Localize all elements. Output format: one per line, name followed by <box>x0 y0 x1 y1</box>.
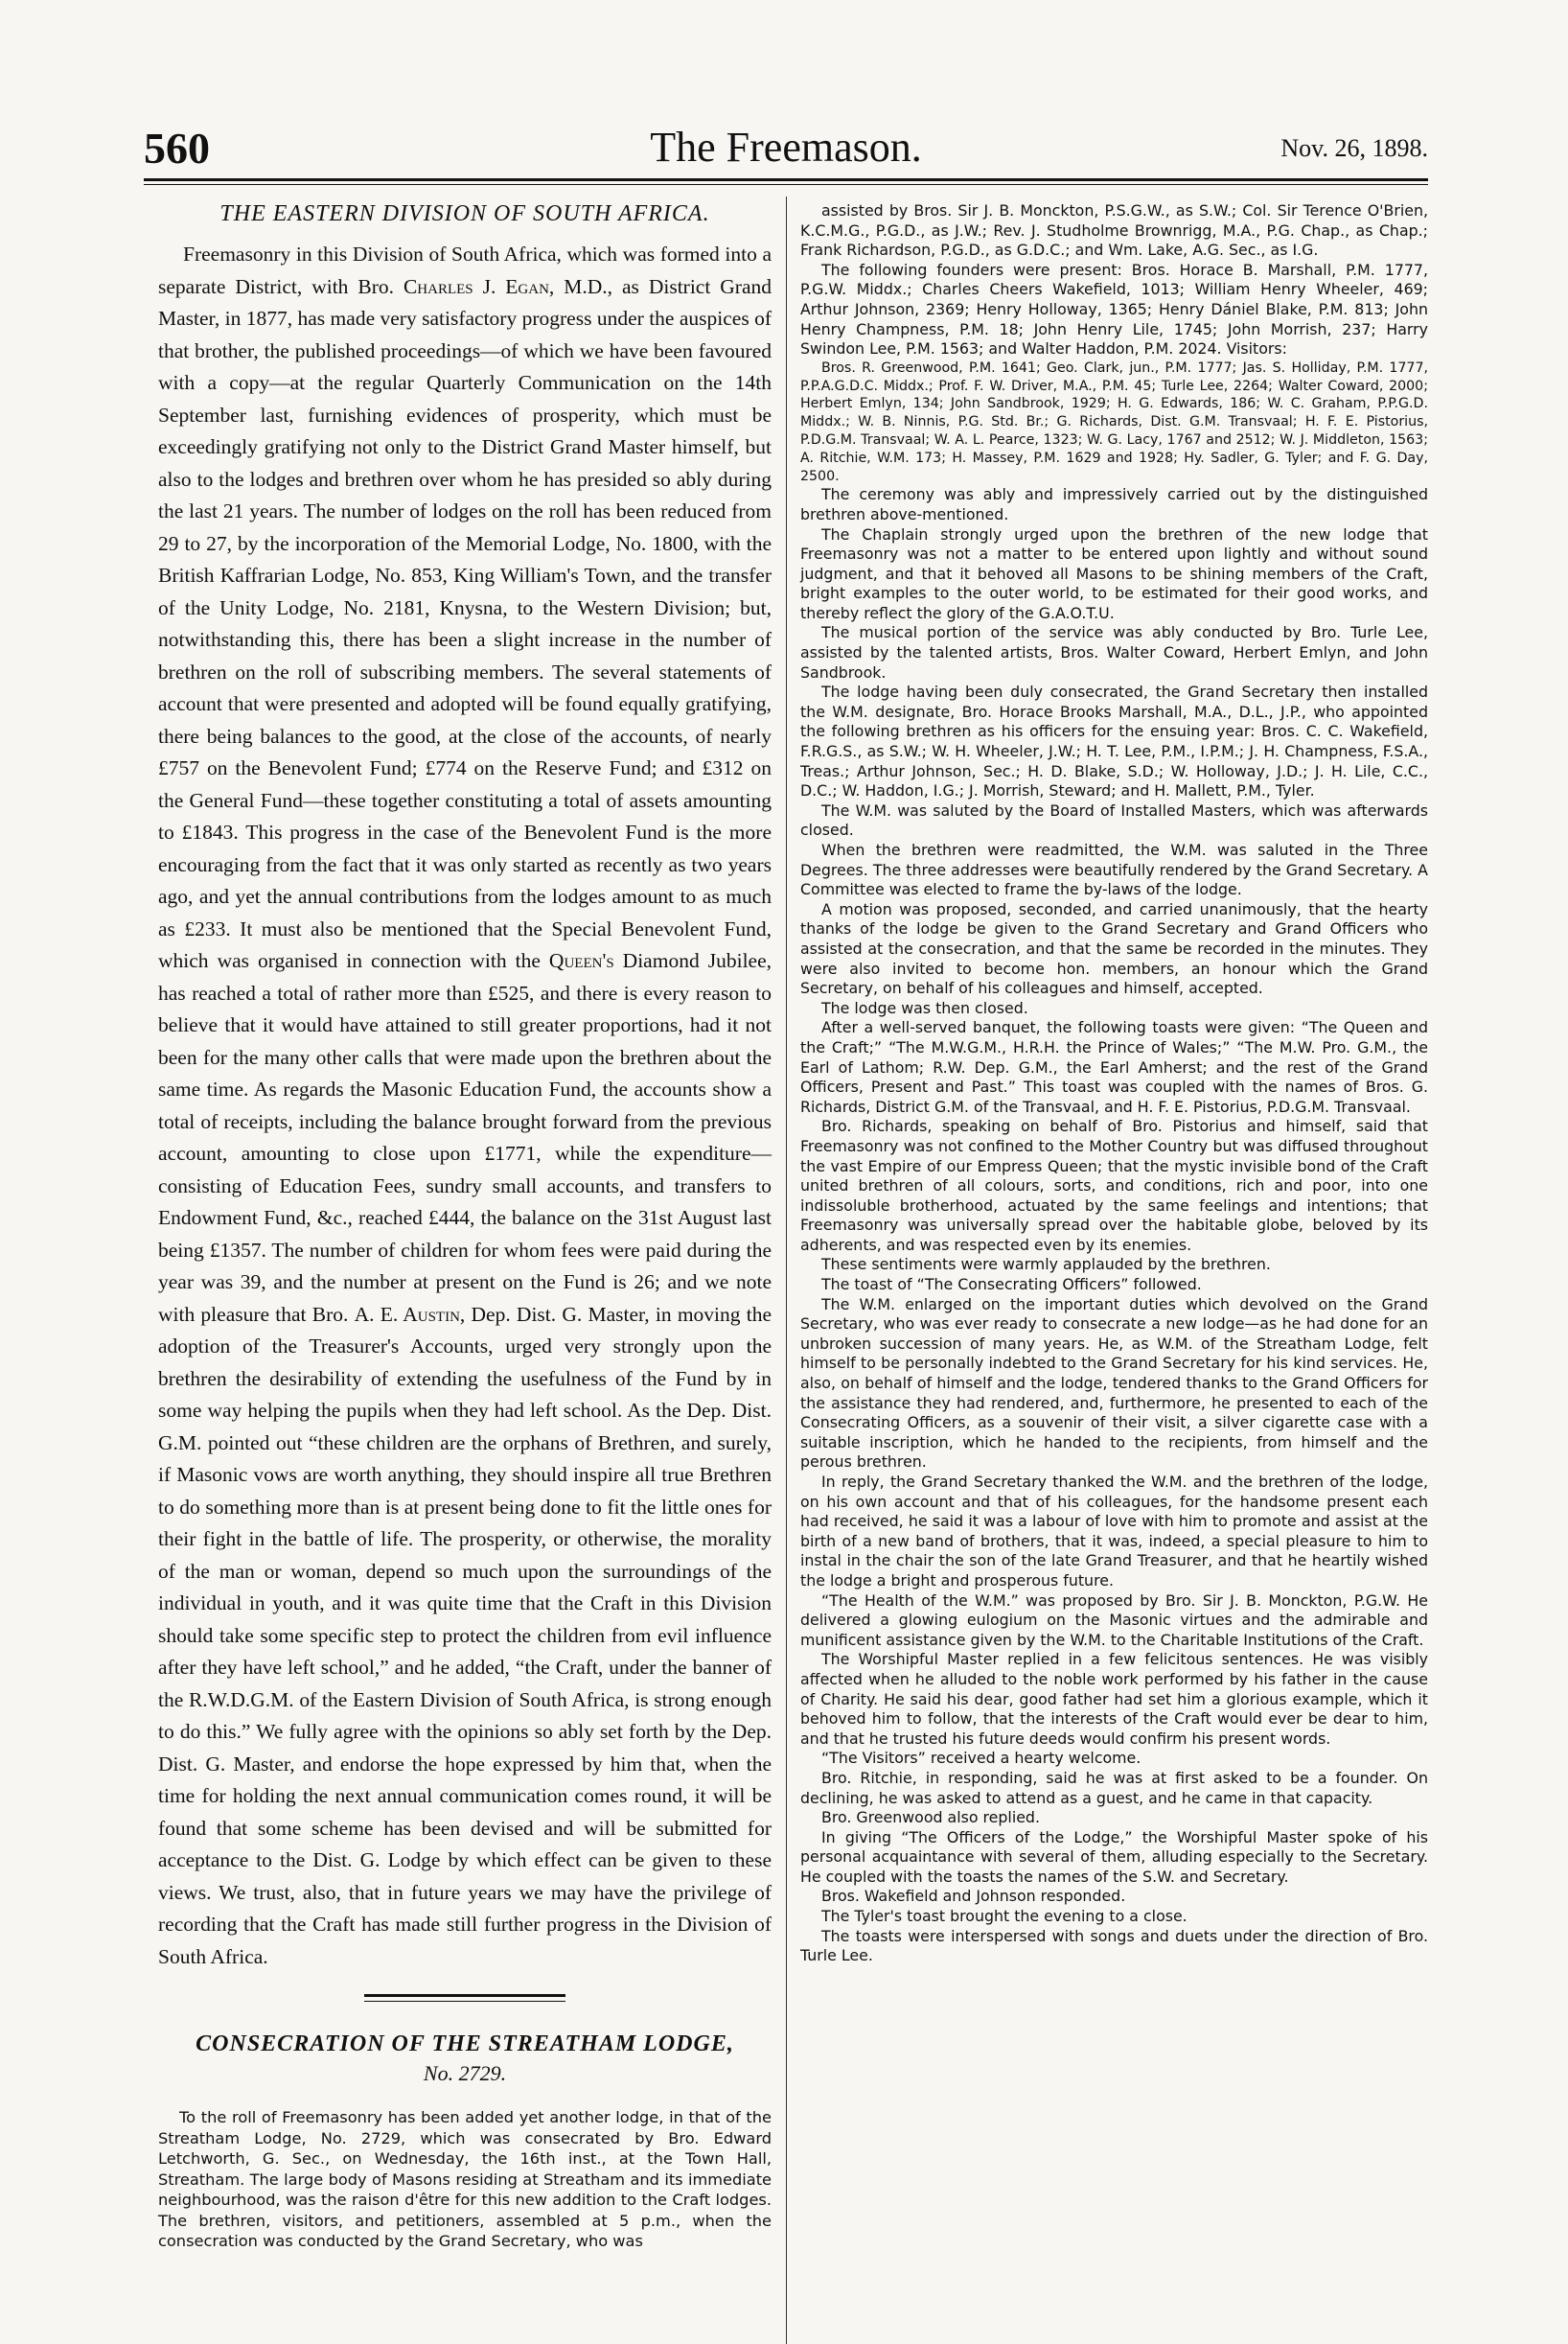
visitors-list <box>800 360 1428 486</box>
paragraph: Bros. R. Greenwood, P.M. 1641; Geo. Clark, jun., P.M. 1777; Jas. S. Holliday, P.M. 1777, P.P.A.G.D.C. Middx.; Prof. F. W. Driver, M.A., P.M. 45; Turle Lee, 2264; Walter Coward, 2000; Herbert Emlyn, 134; John Sandbrook, 1929; H. G. Edwards, 186; W. C. Graham, P.P.G.D. Middx.; W. B. Ninnis, P.G. Std. Br.; G. Richards, Dist. G.M. Transvaal; H. F. E. Pistorius, P.D.G.M. Transvaal; W. A. L. Pearce, 1323; W. G. Lacy, 1767 and 2512; W. J. Middleton, 1563; A. Ritchie, W.M. 173; H. Massey, P.M. 1629 and 1928; Hy. Sadler, G. Tyler; and F. G. Day, 2500. <box>800 360 1428 484</box>
newspaper-title: The Freemason. <box>650 124 922 171</box>
article-body-eastern-division <box>158 239 772 1973</box>
paragraph: To the roll of Freemasonry has been added yet another lodge, in that of the Streatham Lodge, No. 2729, which was consecrated by Bro. Edward Letchworth, G. Sec., on Wednesday, the 16th inst., at the Town Hall, Streatham. The large body of Masons residing at Streatham and its immediate neighbourhood, was the raison d'être for this new addition to the Craft lodges. The brethren, visitors, and petitioners, assembled at 5 p.m., when the consecration was conducted by the Grand Secretary, who was <box>158 2108 772 2250</box>
paragraph: assisted by Bros. Sir J. B. Monckton, P.S.G.W., as S.W.; Col. Sir Terence O'Brien, K.C.M.G., P.G.D., as J.W.; Rev. J. Studholme Brownrigg, M.A., P.G. Chap., as Chap.; Frank Richardson, P.G.D., as G.D.C.; and Wm. Lake, A.G. Sec., as I.G. <box>800 201 1428 260</box>
left-column <box>158 201 772 2252</box>
issue-date: Nov. 26, 1898. <box>1280 134 1428 162</box>
paragraph: The musical portion of the service was ably conducted by Bro. Turle Lee, assisted by the talented artists, Bros. Walter Coward, Herbert Emlyn, and John Sandbrook. <box>800 623 1428 682</box>
article-intro-streatham <box>158 2107 772 2252</box>
paragraph: Bros. Wakefield and Johnson responded. <box>821 1887 1126 1906</box>
right-column <box>800 201 1428 1966</box>
paragraph: The Tyler's toast brought the evening to a close. <box>821 1907 1188 1926</box>
paragraph: When the brethren were readmitted, the W.M. was saluted in the Three Degrees. The three addresses were beautifully rendered by the Grand Secretary. A Committee was elected to frame the by-laws of the lodge. <box>800 841 1428 899</box>
paragraph: The toasts were interspersed with songs and duets under the direction of Bro. Turle Lee. <box>800 1926 1428 1965</box>
paragraph: The ceremony was ably and impressively carried out by the distinguished brethren above-mentioned. <box>800 485 1428 523</box>
paragraph: A motion was proposed, seconded, and carried unanimously, that the hearty thanks of the lodge be given to the Grand Secretary and Grand Officers who assisted at the consecration, and that the same be recorded in the minutes. They were also invited to become hon. members, an honour which the Grand Secretary, on behalf of his colleagues and himself, accepted. <box>800 899 1428 998</box>
paragraph: The Worshipful Master replied in a few felicitous sentences. He was visibly affected when he alluded to the noble work performed by his father in the cause of Charity. He said his dear, good father had set him a glorious example, which it behoved him to follow, that the interests of the Craft would ever be dear to him, and that he trusted his future deeds would confirm his present words. <box>800 1650 1428 1748</box>
paragraph: The lodge having been duly consecrated, the Grand Secretary then installed the W.M. designate, Bro. Horace Brooks Marshall, M.A., D.L., J.P., who appointed the following brethren as his officers for the ensuing year: Bros. C. C. Wakefield, F.R.G.S., as S.W.; W. H. Wheeler, J.W.; H. T. Lee, P.M., I.P.M.; J. H. Champness, F.S.A., Treas.; Arthur Johnson, Sec.; H. D. Blake, S.D.; W. Holloway, J.D.; J. H. Lile, C.C., D.C.; W. Haddon, I.G.; J. Morrish, Steward; and H. Mallett, P.M., Tyler. <box>800 683 1428 801</box>
section-separator-thin <box>364 2001 565 2002</box>
paragraph: The W.M. was saluted by the Board of Installed Masters, which was afterwards closed. <box>800 801 1428 840</box>
paragraph: These sentiments were warmly applauded by the brethren. <box>821 1255 1271 1274</box>
paragraph: Freemasonry in this Division of South Africa, which was formed into a separate District, with Bro. Charles J. Egan, M.D., as District Grand Master, in 1877, has made very satisfactory progress under the auspices of that brother, the published proceedings—of which we have been favoured with a copy—at the regular Quarterly Communication on the 14th September last, furnishing evidences of prosperity, which must be exceedingly gratifying not only to the District Grand Master himself, but also to the lodges and brethren over whom he has presided so ably during the last 21 years. The number of lodges on the roll has been reduced from 29 to 27, by the incorporation of the Memorial Lodge, No. 1800, with the British Kaffrarian Lodge, No. 853, King William's Town, and the transfer of the Unity Lodge, No. 2181, Knysna, to the Western Division; but, notwithstanding this, there has been a slight increase in the number of brethren on the roll of subscribing members. The several statements of account that were presented and adopted will be found equally gratifying, there being balances to the good, at the close of the accounts, of nearly £757 on the Benevolent Fund; £774 on the Reserve Fund; and £312 on the General Fund—these together constituting a total of assets amounting to £1843. This progress in the case of the Benevolent Fund is the more encouraging from the fact that it was only started as recently as two years ago, and yet the annual contributions from the lodges amount to as much as £233. It must also be mentioned that the Special Benevolent Fund, which was organised in connection with the Queen's Diamond Jubilee, has reached a total of rather more than £525, and there is every reason to believe that it would have attained to still greater proportions, had it not been for the many other calls that were made upon the brethren about the same time. As regards the Masonic Education Fund, the accounts show a total of receipts, including the balance brought forward from the previous account, amounting to close upon £1771, while the expenditure—consisting of Education Fees, sundry small accounts, and transfers to Endowment Fund, &c., reached £444, the balance on the 31st August last being £1357. The number of children for whom fees were paid during the year was 39, and the number at present on the Fund is 26; and we note with pleasure that Bro. A. E. Austin, Dep. Dist. G. Master, in moving the adoption of the Treasurer's Accounts, urged very strongly upon the brethren the desirability of extending the usefulness of the Fund by in some way helping the pupils when they had left school. As the Dep. Dist. G.M. pointed out “these children are the orphans of Brethren, and surely, if Masonic vows are worth anything, they should inspire all true Brethren to do something more than is at present being done to fit the little ones for their fight in the battle of life. The prosperity, or otherwise, the morality of the man or woman, depend so much upon the surroundings of the individual in youth, and it was quite time that the Craft in this Division should take some specific step to protect the children from evil influence after they have left school,” and he added, “the Craft, under the banner of the R.W.D.G.M. of the Eastern Division of South Africa, is strong enough to do this.” We fully agree with the opinions so ably set forth by the Dep. Dist. G. Master, and endorse the hope expressed by him that, when the time for holding the next annual communication comes round, it will be found that some scheme has been devised and will be submitted for acceptance to the Dist. G. Lodge by which effect can be given to these views. We trust, also, that in future years we may have the privilege of recording that the Craft has made still further progress in the Division of South Africa. <box>158 243 772 1968</box>
paragraph: Bro. Ritchie, in responding, said he was at first asked to be a founder. On declining, he was asked to attend as a guest, and he came in that capacity. <box>800 1768 1428 1807</box>
paragraph: “The Visitors” received a hearty welcome. <box>821 1749 1141 1768</box>
masthead <box>144 123 1428 178</box>
paragraph: The following founders were present: Bros. Horace B. Marshall, P.M. 1777, P.G.W. Middx.; Charles Cheers Wakefield, 1013; William Henry Wheeler, 469; Arthur Johnson, 2369; Henry Holloway, 1365; Henry Dániel Blake, P.M. 813; John Henry Champness, P.M. 18; John Henry Lile, 1745; John Morrish, 237; Harry Swindon Lee, P.M. 1563; and Walter Haddon, P.M. 2024. Visitors: <box>800 260 1428 359</box>
paragraph: The W.M. enlarged on the important duties which devolved on the Grand Secretary, who was ever ready to consecrate a new lodge—as he had done for an unbroken succession of many years. He, as W.M. of the Streatham Lodge, felt himself to be personally indebted to the Grand Secretary for his kind services. He, also, on behalf of himself and the lodge, tendered thanks to the Grand Officers for the assistance they had rendered, and, furthermore, he presented to each of the Consecrating Officers, as a souvenir of their visit, a silver cigarette case with a suitable inscription, which he handed to the recipients, from himself and the perous brethren. <box>800 1294 1428 1472</box>
header-rule-thin <box>144 184 1428 185</box>
paragraph: “The Health of the W.M.” was proposed by Bro. Sir J. B. Monckton, P.G.W. He delivered a glowing eulogium on the Masonic virtues and the admirable and munificent assistance given by the W.M. to the Charitable Institutions of the Craft. <box>800 1590 1428 1649</box>
paragraph: The Chaplain strongly urged upon the brethren of the new lodge that Freemasonry was not a matter to be entered upon lightly and without sound judgment, and that it behoved all Masons to be shining members of the Craft, bright examples to the outer world, to be estimated for their good works, and thereby reflect the glory of the G.A.O.T.U. <box>800 524 1428 622</box>
lodge-number: No. 2729. <box>423 2061 507 2085</box>
article-heading-streatham-lodge: CONSECRATION OF THE STREATHAM LODGE, <box>196 2031 734 2056</box>
paragraph: The toast of “The Consecrating Officers” followed. <box>821 1275 1202 1294</box>
paragraph: Bro. Greenwood also replied. <box>821 1808 1040 1827</box>
section-separator <box>364 1994 565 1997</box>
header-rule <box>144 178 1428 181</box>
column-divider <box>786 197 787 2344</box>
paragraph: In giving “The Officers of the Lodge,” the Worshipful Master spoke of his personal acquaintance with several of them, alluding especially to the Secretary. He coupled with the toasts the names of the S.W. and Secretary. <box>800 1827 1428 1886</box>
paragraph: After a well-served banquet, the following toasts were given: “The Queen and the Craft;” “The M.W.G.M., H.R.H. the Prince of Wales;” “The M.W. Pro. G.M., the Earl of Lathom; R.W. Dep. G.M., the Earl Amherst; and the rest of the Grand Officers, Present and Past.” This toast was coupled with the names of Bros. G. Richards, District G.M. of the Transvaal, and H. F. E. Pistorius, P.D.G.M. Transvaal. <box>800 1018 1428 1116</box>
article-heading-eastern-division: THE EASTERN DIVISION OF SOUTH AFRICA. <box>219 201 710 226</box>
paragraph: Bro. Richards, speaking on behalf of Bro. Pistorius and himself, said that Freemasonry was not confined to the Mother Country but was diffused throughout the vast Empire of our Empress Queen; that the mystic invisible bond of the Craft united brethren of all colours, sorts, and conditions, rich and poor, into one indissoluble brotherhood, actuated by the same feelings and intentions; that Freemasonry was universally spread over the habitable globe, beloved by its adherents, and was respected even by its enemies. <box>800 1117 1428 1254</box>
paragraph: The lodge was then closed. <box>821 998 1028 1017</box>
paragraph: In reply, the Grand Secretary thanked the W.M. and the brethren of the lodge, on his own account and that of his colleagues, for the handsome present each had received, he said it was a labour of love with him to promote and assist at the birth of a new band of brothers, that it was, indeed, a special pleasure to him to instal in the chair the son of the late Grand Treasurer, and that he heartily wished the lodge a bright and prosperous future. <box>800 1473 1428 1590</box>
page-number: 560 <box>144 124 210 173</box>
